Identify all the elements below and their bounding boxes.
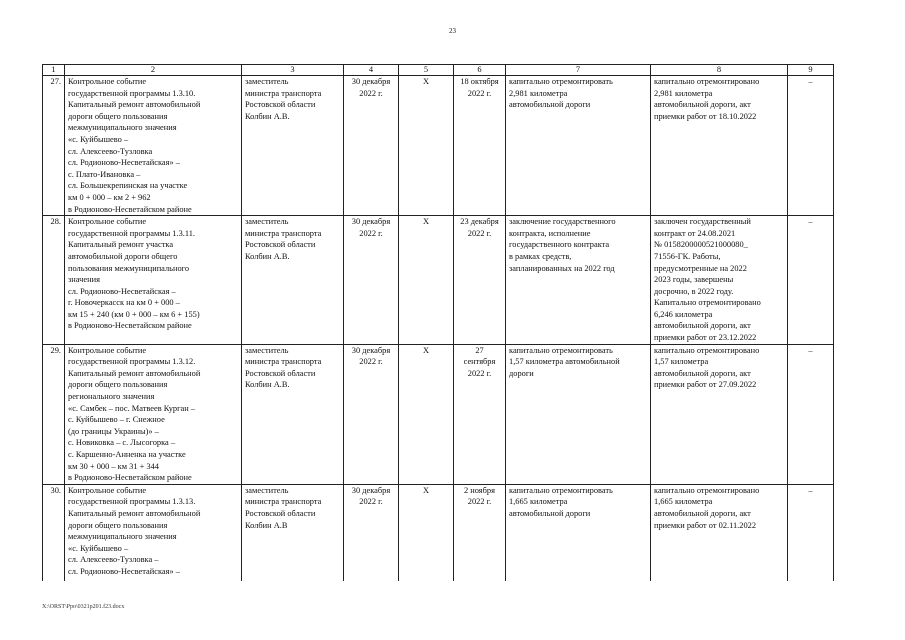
actual-date: 2 ноября 2022 г. [454, 484, 506, 581]
actual-date: 18 октября 2022 г. [454, 76, 506, 216]
responsible-person: заместитель министра транспорта Ростовской области Колбин А.В. [242, 76, 344, 216]
column-number-6: 6 [454, 65, 506, 76]
column-number-5: 5 [399, 65, 454, 76]
control-event-description: Контрольное событие государственной программы 1.3.10. Капитальный ремонт автомобильной дороги общего пользования межмуниципального значения «с. Куйбышево – сл. Алексеево-Тузловка сл. Родионово-Несветайская» – с. Плато-Ивановка – сл. Большекрепинская на участке км 0 + 000 – км 2 + 962 в Родионово-Несветайском районе [65, 76, 242, 216]
note: – [788, 76, 834, 216]
row-number: 28. [43, 216, 65, 345]
expected-result: капитально отремонтировать 1,57 километра автомобильной дороги [506, 344, 651, 484]
mark-cell: X [399, 216, 454, 345]
row-number: 30. [43, 484, 65, 581]
document-file-path: X:\ORST\Ppo\0321p201.f23.docx [42, 604, 125, 610]
note: – [788, 484, 834, 581]
actual-date: 23 декабря 2022 г. [454, 216, 506, 345]
table-row [43, 216, 834, 345]
planned-date: 30 декабря 2022 г. [344, 484, 399, 581]
expected-result: капитально отремонтировать 2,981 километра автомобильной дороги [506, 76, 651, 216]
table-row [43, 484, 834, 581]
column-number-7: 7 [506, 65, 651, 76]
table-row [43, 344, 834, 484]
column-number-9: 9 [788, 65, 834, 76]
column-number-3: 3 [242, 65, 344, 76]
control-events-table [42, 64, 834, 581]
table-row [43, 76, 834, 216]
expected-result: заключение государственного контракта, исполнение государственного контракта в рамках средств, запланированных на 2022 год [506, 216, 651, 345]
expected-result: капитально отремонтировать 1,665 километра автомобильной дороги [506, 484, 651, 581]
actual-result: капитально отремонтировано 1,57 километра автомобильной дороги, акт приемки работ от 27.09.2022 [651, 344, 788, 484]
mark-cell: X [399, 344, 454, 484]
actual-result: заключен государственный контракт от 24.08.2021 № 0158200000521000080_ 71556-ГК. Работы, предусмотренные на 2022 2023 годы, завершены досрочно, в 2022 году. Капитально отремонтировано 6,246 километра автомобильной дороги, акт приемки работ от 23.12.2022 [651, 216, 788, 345]
control-event-description: Контрольное событие государственной программы 1.3.11. Капитальный ремонт участка автомобильной дороги общего пользования межмуниципального значения сл. Родионово-Несветайская – г. Новочеркасск на км 0 + 000 – км 15 + 240 (км 0 + 000 – км 6 + 155) в Родионово-Несветайском районе [65, 216, 242, 345]
column-number-2: 2 [65, 65, 242, 76]
row-number: 27. [43, 76, 65, 216]
planned-date: 30 декабря 2022 г. [344, 216, 399, 345]
column-number-1: 1 [43, 65, 65, 76]
responsible-person: заместитель министра транспорта Ростовской области Колбин А.В. [242, 344, 344, 484]
actual-date: 27 сентября 2022 г. [454, 344, 506, 484]
mark-cell: X [399, 484, 454, 581]
note: – [788, 216, 834, 345]
planned-date: 30 декабря 2022 г. [344, 76, 399, 216]
column-number-4: 4 [344, 65, 399, 76]
responsible-person: заместитель министра транспорта Ростовской области Колбин А.В [242, 484, 344, 581]
actual-result: капитально отремонтировано 2,981 километра автомобильной дороги, акт приемки работ от 18.10.2022 [651, 76, 788, 216]
column-number-8: 8 [651, 65, 788, 76]
header-row [43, 65, 834, 76]
responsible-person: заместитель министра транспорта Ростовской области Колбин А.В. [242, 216, 344, 345]
control-event-description: Контрольное событие государственной программы 1.3.13. Капитальный ремонт автомобильной дороги общего пользования межмуниципального значения «с. Куйбышево – сл. Алексеево-Тузловка – сл. Родионово-Несветайская» – [65, 484, 242, 581]
note: – [788, 344, 834, 484]
page-number: 23 [449, 27, 456, 35]
control-event-description: Контрольное событие государственной программы 1.3.12. Капитальный ремонт автомобильной дороги общего пользования регионального значения «с. Самбек – пос. Матвеев Курган – с. Куйбышево – г. Снежное (до границы Украины)» – с. Новиковка – с. Лысогорка – с. Каршенно-Анненка на участке км 30 + 000 – км 31 + 344 в Родионово-Несветайском районе [65, 344, 242, 484]
row-number: 29. [43, 344, 65, 484]
actual-result: капитально отремонтировано 1,665 километра автомобильной дороги, акт приемки работ от 02.11.2022 [651, 484, 788, 581]
mark-cell: X [399, 76, 454, 216]
planned-date: 30 декабря 2022 г. [344, 344, 399, 484]
